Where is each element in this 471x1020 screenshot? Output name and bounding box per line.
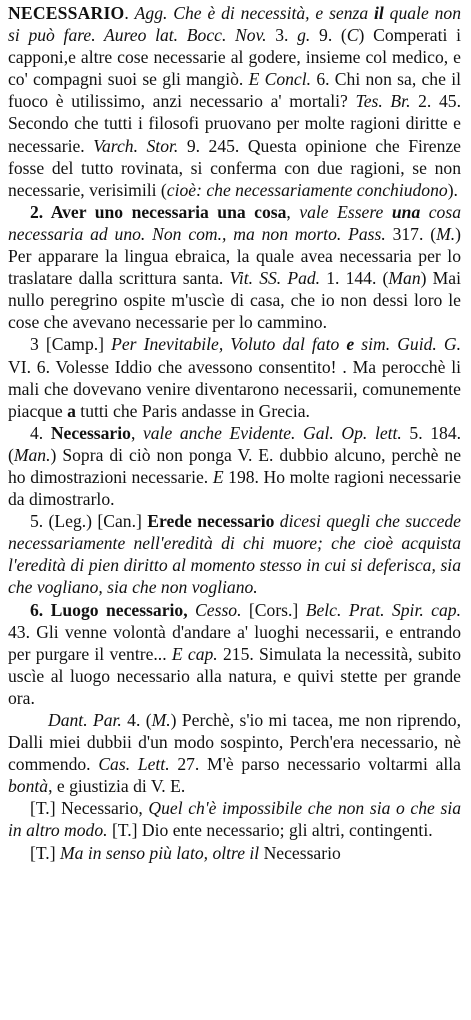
text-run: , (286, 201, 300, 222)
bold-text: Necessario (50, 422, 131, 443)
italic-text: M. (151, 710, 171, 730)
text-run: 215. Simulata la necessità, subito uscìe al luogo necessario alla natura, e quivi stette per grande ora. (8, 643, 461, 708)
text-run: Necessario (259, 842, 341, 863)
italic-text: Man. (13, 444, 51, 465)
text-run: , (130, 422, 143, 443)
bold-text: a (67, 400, 76, 421)
bold-text: una (391, 201, 421, 222)
italic-text: sim. Guid. G. (354, 334, 461, 355)
entry-sense-paragraph (8, 599, 461, 709)
italic-text: Agg. Che è di necessità, e senza (134, 3, 375, 23)
entry-headword-paragraph (8, 2, 461, 201)
bold-text: Erede necessario (147, 511, 275, 532)
italic-text: cioè: che necessariamente conchiudono (166, 179, 448, 200)
text-run: 27. M'è parso necessario voltarmi alla (169, 754, 461, 775)
italic-text: C (346, 25, 359, 46)
italic-text: Cas. Lett. (98, 754, 170, 775)
bold-text: e (346, 334, 355, 355)
bold-text: 2. Aver uno necessaria una cosa (30, 201, 287, 222)
italic-text: E (212, 466, 224, 487)
italic-text: E Concl. (248, 69, 312, 90)
italic-text: vale anche Evidente. Gal. Op. lett. (142, 422, 402, 443)
italic-text: Dant. Par. (48, 710, 122, 730)
italic-text: E cap. (171, 643, 218, 664)
text-run: . (124, 3, 135, 23)
text-run: ) Per apparare la lingua ebraica, la quale avea necessaria per lo traslatare dalla scrittura santa. (8, 223, 461, 289)
text-run: ) Sopra di ciò non ponga V. E. dubbio alcuno, perchè ne ho dimostrazioni necessarie. (8, 444, 461, 487)
italic-text: cosa necessaria ad uno. Non com., ma non morto. Pass. (8, 201, 461, 244)
text-run: [T.] Necessario, (30, 798, 149, 819)
headword: NECESSARIO (8, 3, 125, 23)
italic-text: Cesso. (195, 599, 242, 620)
entry-sense-paragraph (8, 797, 461, 841)
entry-sense-paragraph (8, 201, 461, 334)
italic-text: Quel ch'è impossibile che non sia o che sia in altro modo. (8, 798, 461, 841)
text-run: 43. Gli venne volontà d'andare a' luoghi necessarii, e entrando per purgare il ventre... (8, 621, 461, 664)
entry-sense-paragraph (8, 510, 461, 598)
italic-text: M. (436, 223, 456, 244)
text-run: 9. ( (310, 25, 347, 46)
italic-text: quale non si può fare. Aureo lat. Bocc. Nov. (8, 3, 462, 46)
text-run: tutti che Paris andasse in Grecia. (75, 400, 310, 421)
text-run: 317. ( (385, 223, 437, 244)
text-run: ) Mai nullo peregrino ospite m'uscìe di casa, che io non dessi loro le cose che avevano necessarie per lo cammino. (8, 268, 461, 333)
text-run: VI. 6. Volesse Iddio che avessono consentito! . Ma perocchè li mali che dovevano venire diventarono necessarii, comunemente piacque (8, 356, 461, 421)
text-run: [T.] (30, 842, 60, 863)
text-run: 3. (266, 25, 298, 46)
text-run: 5. (Leg.) [Can.] (30, 511, 148, 532)
italic-text: dicesi quegli che succede necessariamente nell'eredità di chi muore; che cioè acquista l'eredità di pien diritto al momento stesso in cui si deferisca, sia che vogliano, sia che non vogliano. (8, 511, 461, 598)
entry-sense-paragraph (8, 842, 461, 864)
text-run: , e giustizia di V. E. (48, 776, 186, 797)
text-run: [T.] Dio ente necessario; gli altri, contingenti. (107, 820, 433, 841)
text-run: ) Perchè, s'io mi tacea, me non riprendo, Dalli miei dubbii d'un modo sospinto, Perch'era necessario, nè commendo. (8, 710, 461, 775)
text-run: ) Comperati i capponi,e altre cose necessarie al godere, insieme col medico, e co' compagni suoi se gli mangiò. (8, 25, 461, 90)
text-run: 6. Chi non sa, che il fuoco è utilissimo, anzi necessario a' mortali? (8, 69, 461, 112)
text-run: ). (447, 179, 458, 200)
italic-text: Tes. Br. (355, 91, 411, 112)
text-run: 2. 45. Secondo che tutti i filosofi pruovano per molte ragioni diritte e necessarie. (8, 91, 461, 156)
italic-text: Per Inevitabile, Voluto dal fato (111, 334, 347, 355)
italic-text: bontà (8, 776, 49, 797)
bold-text: il (374, 3, 384, 23)
text-run: 4. ( (121, 710, 152, 730)
text-run: 3 [Camp.] (30, 334, 112, 355)
text-run: 9. 245. Questa opinione che Firenze fosse del tutto rovinata, si conferma con due ragioni, se non necessarie, verisimili ( (8, 135, 461, 200)
text-run: 5. 184. ( (8, 422, 462, 465)
entry-sense-paragraph (8, 422, 461, 510)
text-run: 198. Ho molte ragioni necessarie da dimostrarlo. (8, 466, 462, 510)
italic-text: Vit. SS. Pad. (229, 268, 321, 289)
bold-text: 6. Luogo necessario, (30, 599, 196, 620)
entry-sense-paragraph (8, 333, 461, 421)
text-run: 4. (30, 422, 51, 443)
entry-sense-paragraph (8, 709, 461, 797)
text-run: [Cors.] (241, 599, 306, 620)
text-run: 1. 144. ( (320, 268, 389, 289)
italic-text: Ma in senso più lato, oltre il (59, 842, 260, 863)
italic-text: g. (297, 25, 311, 46)
italic-text: Man (388, 268, 421, 289)
italic-text: Belc. Prat. Spir. cap. (305, 599, 461, 620)
italic-text: vale Essere (299, 201, 392, 222)
italic-text: Varch. Stor. (93, 135, 179, 156)
